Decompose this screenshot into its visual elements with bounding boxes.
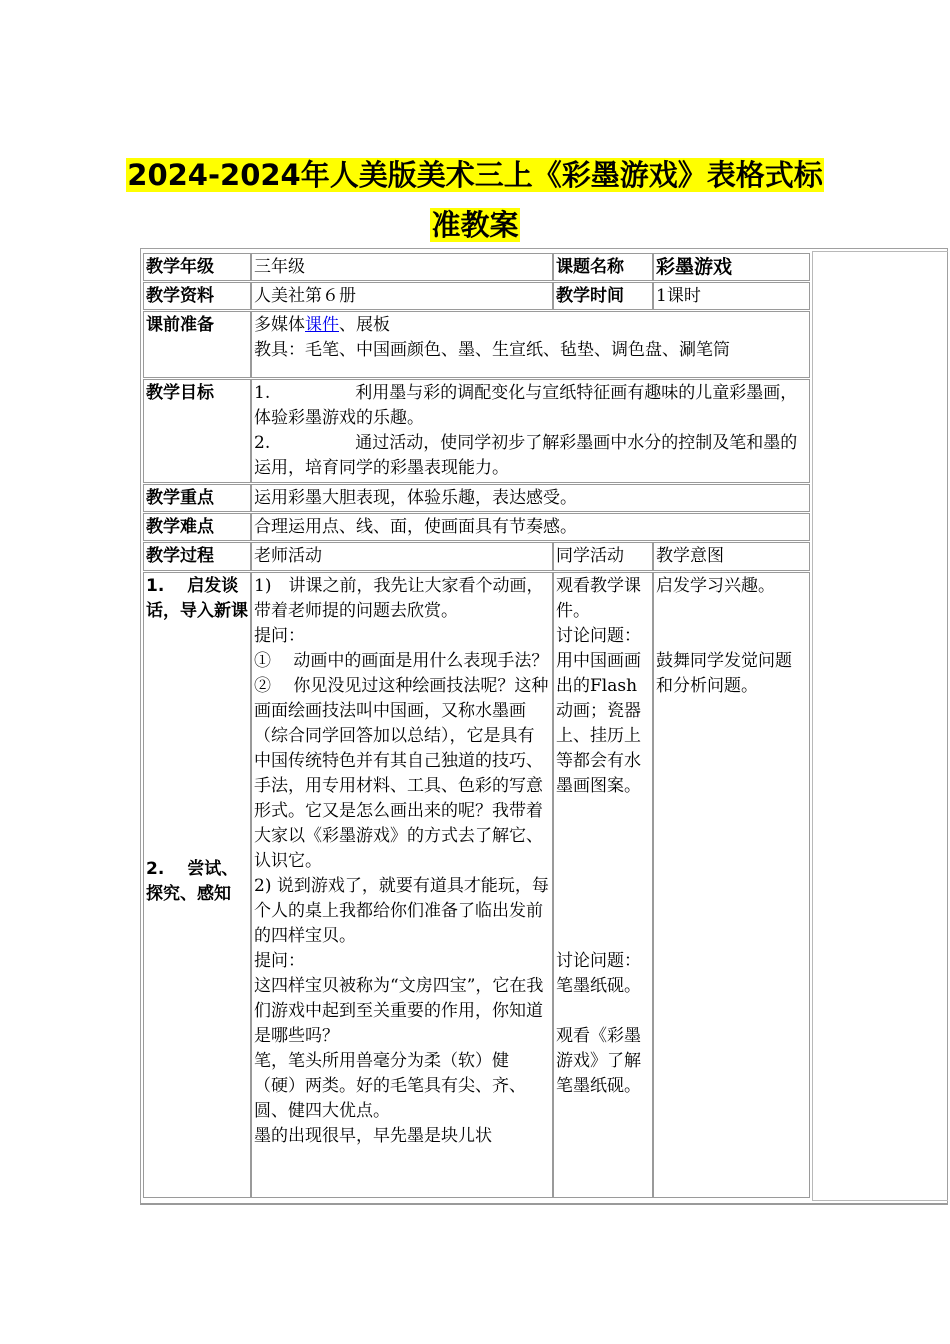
goal-item-2: 2. 通过活动，使同学初步了解彩墨画中水分的控制及笔和墨的运用，培育同学的彩墨表现能力。 — [254, 433, 798, 478]
student-activity — [553, 572, 653, 1198]
page-title-line2: 准教案 — [431, 208, 519, 242]
teacher-para: 笔，笔头所用兽毫分为柔（软）健（硬）两类。好的毛笔具有尖、齐、圆、健四大优点。 — [254, 1051, 526, 1121]
time-value: 1课时 — [653, 282, 810, 310]
prep-line2: 教具：毛笔、中国画颜色、墨、生宣纸、毡垫、调色盘、涮笔筒 — [254, 340, 730, 360]
diff-label: 教学难点 — [143, 513, 251, 541]
table-frame-right — [812, 251, 948, 1201]
step-1: 1. 启发谈话，导入新课 — [146, 576, 248, 621]
goal-value — [251, 379, 810, 483]
prep-value — [251, 311, 810, 378]
prep-line1-b: 、展板 — [339, 315, 390, 335]
prep-label: 课前准备 — [143, 311, 251, 378]
student-header: 同学活动 — [553, 542, 653, 571]
diff-value: 合理运用点、线、面，使画面具有节奏感。 — [251, 513, 810, 541]
student-item: 讨论问题：笔墨纸砚。 — [556, 951, 641, 996]
teacher-para: 墨的出现很早，早先墨是块儿状 — [254, 1126, 492, 1146]
key-value: 运用彩墨大胆表现，体验乐趣，表达感受。 — [251, 484, 810, 512]
intent-item: 启发学习兴趣。 — [656, 576, 775, 596]
intent-item: 鼓舞同学发觉问题和分析问题。 — [656, 651, 792, 696]
student-item: 观看教学课件。 — [556, 576, 641, 621]
page-title — [0, 154, 950, 196]
page-title-line1: 2024-2024年人美版美术三上《彩墨游戏》表格式标 — [127, 158, 823, 192]
time-label: 教学时间 — [553, 282, 653, 310]
teacher-para: 提问： — [254, 626, 305, 646]
goal-label: 教学目标 — [143, 379, 251, 483]
topic-value: 彩墨游戏 — [653, 253, 810, 281]
key-label: 教学重点 — [143, 484, 251, 512]
process-steps — [143, 572, 251, 1198]
courseware-link[interactable]: 课件 — [305, 315, 339, 335]
prep-line1-a: 多媒体 — [254, 315, 305, 335]
grade-value: 三年级 — [251, 253, 553, 281]
step-2: 2. 尝试、探究、感知 — [146, 859, 239, 904]
page-title-continued — [0, 204, 950, 246]
grade-label: 教学年级 — [143, 253, 251, 281]
material-value: 人美社第６册 — [251, 282, 553, 310]
teacher-para: 提问： — [254, 951, 305, 971]
teacher-para: ② 你见没见过这种绘画技法呢？这种画面绘画技法叫中国画，又称水墨画（综合同学回答加以总结），它是具有中国传统特色并有其自己独道的技巧、手法，用专用材料、工具、色彩的写意形式。它又是怎么画出来的呢？我带着大家以《彩墨游戏》的方式去了解它、认识它。 — [254, 676, 549, 871]
teacher-para: 这四样宝贝被称为“文房四宝”，它在我们游戏中起到至关重要的作用，你知道是哪些吗？ — [254, 976, 544, 1046]
material-label: 教学资料 — [143, 282, 251, 310]
student-item: 观看《彩墨游戏》了解笔墨纸砚。 — [556, 1026, 641, 1096]
intent-header: 教学意图 — [653, 542, 810, 571]
student-item: 讨论问题：用中国画画出的Flash动画；瓷器上、挂历上等都会有水墨画图案。 — [556, 626, 641, 796]
teaching-intent — [653, 572, 810, 1198]
prep-line1 — [254, 313, 807, 338]
teacher-activity — [251, 572, 553, 1198]
teacher-para: 1) 讲课之前，我先让大家看个动画，带着老师提的问题去欣赏。 — [254, 576, 544, 621]
topic-label: 课题名称 — [553, 253, 653, 281]
goal-item-1: 1. 利用墨与彩的调配变化与宣纸特征画有趣味的儿童彩墨画，体验彩墨游戏的乐趣。 — [254, 383, 798, 428]
process-label: 教学过程 — [143, 542, 251, 571]
teacher-para: 2) 说到游戏了，就要有道具才能玩，每个人的桌上我都给你们准备了临出发前的四样宝贝。 — [254, 876, 549, 946]
teacher-header: 老师活动 — [251, 542, 553, 571]
teacher-para: ① 动画中的画面是用什么表现手法？ — [254, 651, 549, 671]
